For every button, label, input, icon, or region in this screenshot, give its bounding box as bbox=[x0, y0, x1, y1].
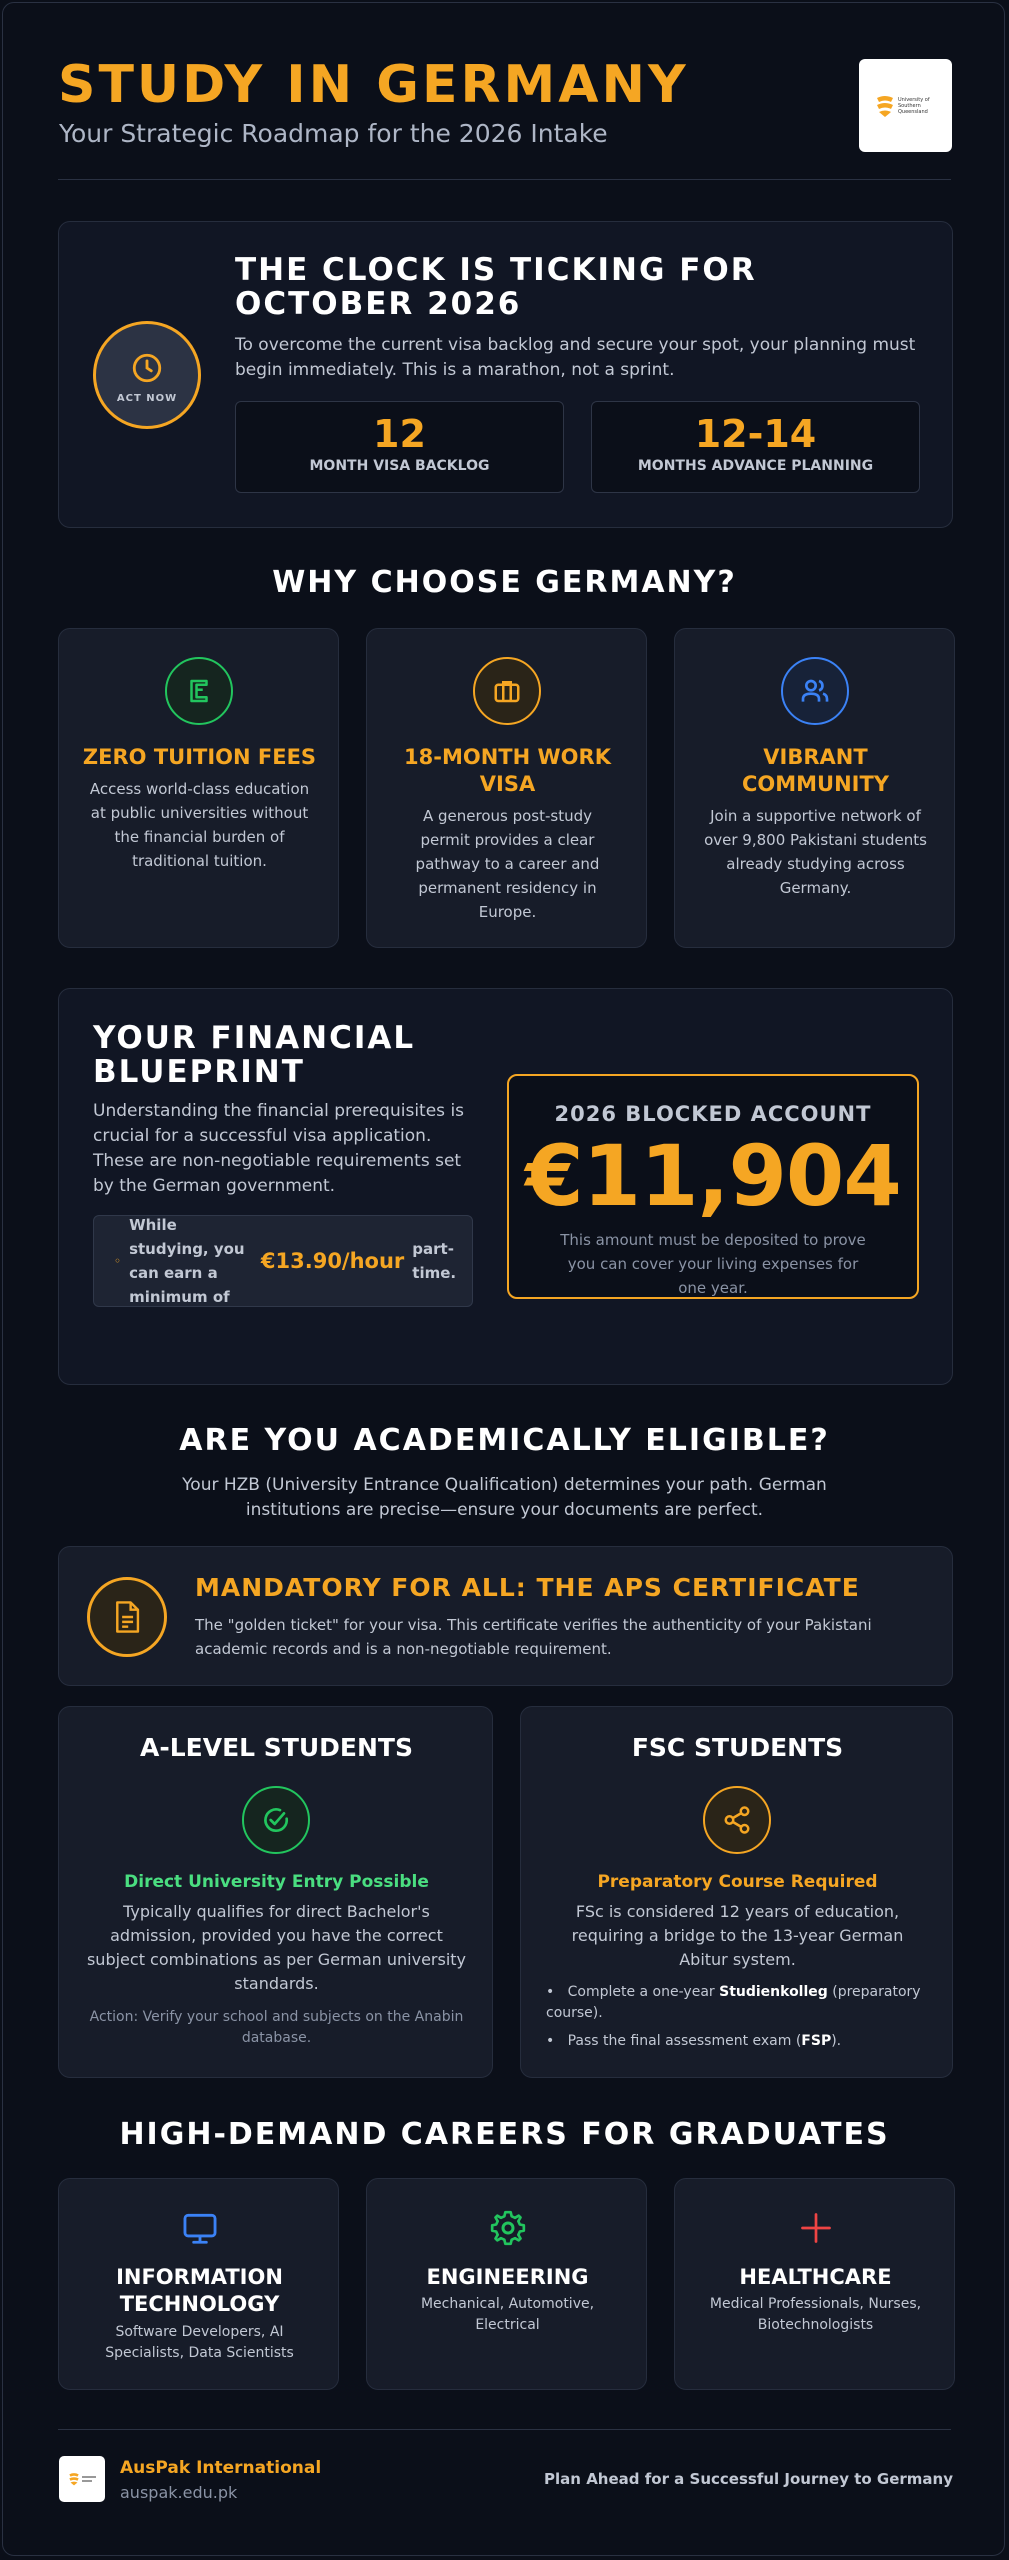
career-card-engineering bbox=[366, 2178, 647, 2390]
fsc-bullet-1: • Complete a one-year Studienkolleg (preparatory course). bbox=[546, 1984, 921, 2021]
why-card-title: 18-MONTH WORK VISA bbox=[404, 745, 611, 796]
footer-url[interactable]: auspak.edu.pk bbox=[120, 2483, 238, 2502]
why-heading: WHY CHOOSE GERMANY? bbox=[272, 565, 737, 600]
alevel-text: Typically qualifies for direct Bachelor's admission, provided you have the correct subject combinations as per German university standards. bbox=[86, 1902, 467, 1993]
page-title: STUDY IN GERMANY bbox=[58, 55, 689, 115]
share-icon bbox=[703, 1786, 771, 1854]
alevel-title: A-LEVEL STUDENTS bbox=[140, 1733, 413, 1762]
infographic-frame bbox=[2, 2, 1005, 2556]
university-logo bbox=[859, 59, 952, 152]
stat-value: 12 bbox=[373, 412, 426, 456]
users-icon bbox=[781, 657, 849, 725]
account-label: 2026 BLOCKED ACCOUNT bbox=[554, 1102, 872, 1126]
euro-coin-icon: ◦ bbox=[114, 1254, 122, 1268]
earning-callout bbox=[93, 1215, 473, 1307]
why-card-title: ZERO TUITION FEES bbox=[82, 745, 317, 769]
why-card-tuition bbox=[58, 628, 339, 948]
earn-rate: €13.90/hour bbox=[260, 1249, 405, 1273]
monitor-icon bbox=[181, 2209, 219, 2247]
page-subtitle: Your Strategic Roadmap for the 2026 Intake bbox=[59, 119, 608, 148]
fsc-card bbox=[520, 1706, 953, 2078]
career-title: HEALTHCARE bbox=[739, 2265, 892, 2289]
briefcase-icon bbox=[473, 657, 541, 725]
check-circle-icon bbox=[242, 1786, 310, 1854]
gear-icon bbox=[488, 2208, 528, 2248]
career-card-it bbox=[58, 2178, 339, 2390]
why-card-text: Access world-class education at public universities without the financial burden of traditional tuition. bbox=[89, 780, 310, 870]
stat-label: MONTH VISA BACKLOG bbox=[309, 458, 490, 474]
alevel-action: Action: Verify your school and subjects on the Anabin database. bbox=[89, 2009, 464, 2046]
footer-brand: AusPak International bbox=[120, 2458, 322, 2478]
act-now-label: ACT NOW bbox=[116, 392, 178, 404]
fsc-text: FSc is considered 12 years of education, requiring a bridge to the 13-year German Abitur system. bbox=[571, 1902, 904, 1969]
stat-value: 12-14 bbox=[694, 412, 817, 456]
careers-heading: HIGH-DEMAND CAREERS FOR GRADUATES bbox=[119, 2117, 890, 2152]
act-now-badge bbox=[93, 321, 201, 429]
eligibility-intro: Your HZB (University Entrance Qualification) determines your path. German institutions are precise—ensure your documents are perfect. bbox=[182, 1475, 827, 1520]
logo-emblem-icon bbox=[875, 94, 895, 118]
career-title: ENGINEERING bbox=[426, 2265, 589, 2289]
why-card-text: A generous post-study permit provides a clear pathway to a career and permanent residency in Europe. bbox=[415, 807, 600, 921]
footer-logo bbox=[59, 2456, 105, 2502]
clock-description: To overcome the current visa backlog and secure your spot, your planning must begin immediately. This is a marathon, not a sprint. bbox=[235, 335, 916, 380]
career-text: Software Developers, AI Specialists, Data Scientists bbox=[105, 2324, 294, 2361]
header-divider bbox=[58, 179, 951, 180]
why-card-work-visa bbox=[366, 628, 647, 948]
why-card-community bbox=[674, 628, 955, 948]
clock-heading: THE CLOCK IS TICKING FOR OCTOBER 2026 bbox=[235, 252, 757, 322]
career-text: Mechanical, Automotive, Electrical bbox=[420, 2296, 595, 2333]
why-card-text: Join a supportive network of over 9,800 Pakistani students already studying across Germany. bbox=[704, 807, 927, 897]
eligibility-heading: ARE YOU ACADEMICALLY ELIGIBLE? bbox=[179, 1423, 830, 1458]
stat-advance-planning bbox=[591, 401, 920, 493]
logo-emblem-icon bbox=[68, 2472, 80, 2486]
earn-prefix: While studying, you can earn a minimum of bbox=[129, 1216, 245, 1306]
earn-suffix: part-time. bbox=[412, 1240, 457, 1282]
why-card-title: VIBRANT COMMUNITY bbox=[741, 745, 890, 796]
alevel-subtitle: Direct University Entry Possible bbox=[124, 1872, 429, 1892]
tuition-icon bbox=[165, 657, 233, 725]
document-icon bbox=[87, 1577, 167, 1657]
fsc-subtitle: Preparatory Course Required bbox=[597, 1872, 878, 1892]
career-title: INFORMATION TECHNOLOGY bbox=[116, 2265, 283, 2316]
footer-tagline: Plan Ahead for a Successful Journey to Germany bbox=[544, 2470, 953, 2488]
clock-icon bbox=[130, 351, 164, 385]
stat-visa-backlog bbox=[235, 401, 564, 493]
stat-label: MONTHS ADVANCE PLANNING bbox=[637, 458, 874, 474]
logo-text: University of Southern Queensland bbox=[898, 96, 930, 115]
fsc-bullet-2: • Pass the final assessment exam (FSP). bbox=[546, 2033, 842, 2049]
fsc-title: FSC STUDENTS bbox=[631, 1733, 844, 1762]
footer-divider bbox=[58, 2429, 951, 2430]
blocked-account-card bbox=[507, 1074, 919, 1299]
plus-icon bbox=[798, 2210, 834, 2246]
aps-text: The "golden ticket" for your visa. This certificate verifies the authenticity of your Pakistani academic records and is a non-negotiable requirement. bbox=[195, 1616, 872, 1658]
alevel-card bbox=[58, 1706, 493, 2078]
career-card-healthcare bbox=[674, 2178, 955, 2390]
account-note: This amount must be deposited to prove you can cover your living expenses for one year. bbox=[560, 1231, 866, 1297]
aps-card bbox=[58, 1546, 953, 1686]
career-text: Medical Professionals, Nurses, Biotechnologists bbox=[709, 2296, 922, 2333]
finance-heading: YOUR FINANCIAL BLUEPRINT bbox=[93, 1020, 416, 1090]
aps-title: MANDATORY FOR ALL: THE APS CERTIFICATE bbox=[195, 1573, 860, 1602]
account-amount: €11,904 bbox=[525, 1127, 901, 1225]
finance-description: Understanding the financial prerequisites is crucial for a successful visa application. These are non-negotiable requirements set by the German government. bbox=[93, 1101, 465, 1196]
